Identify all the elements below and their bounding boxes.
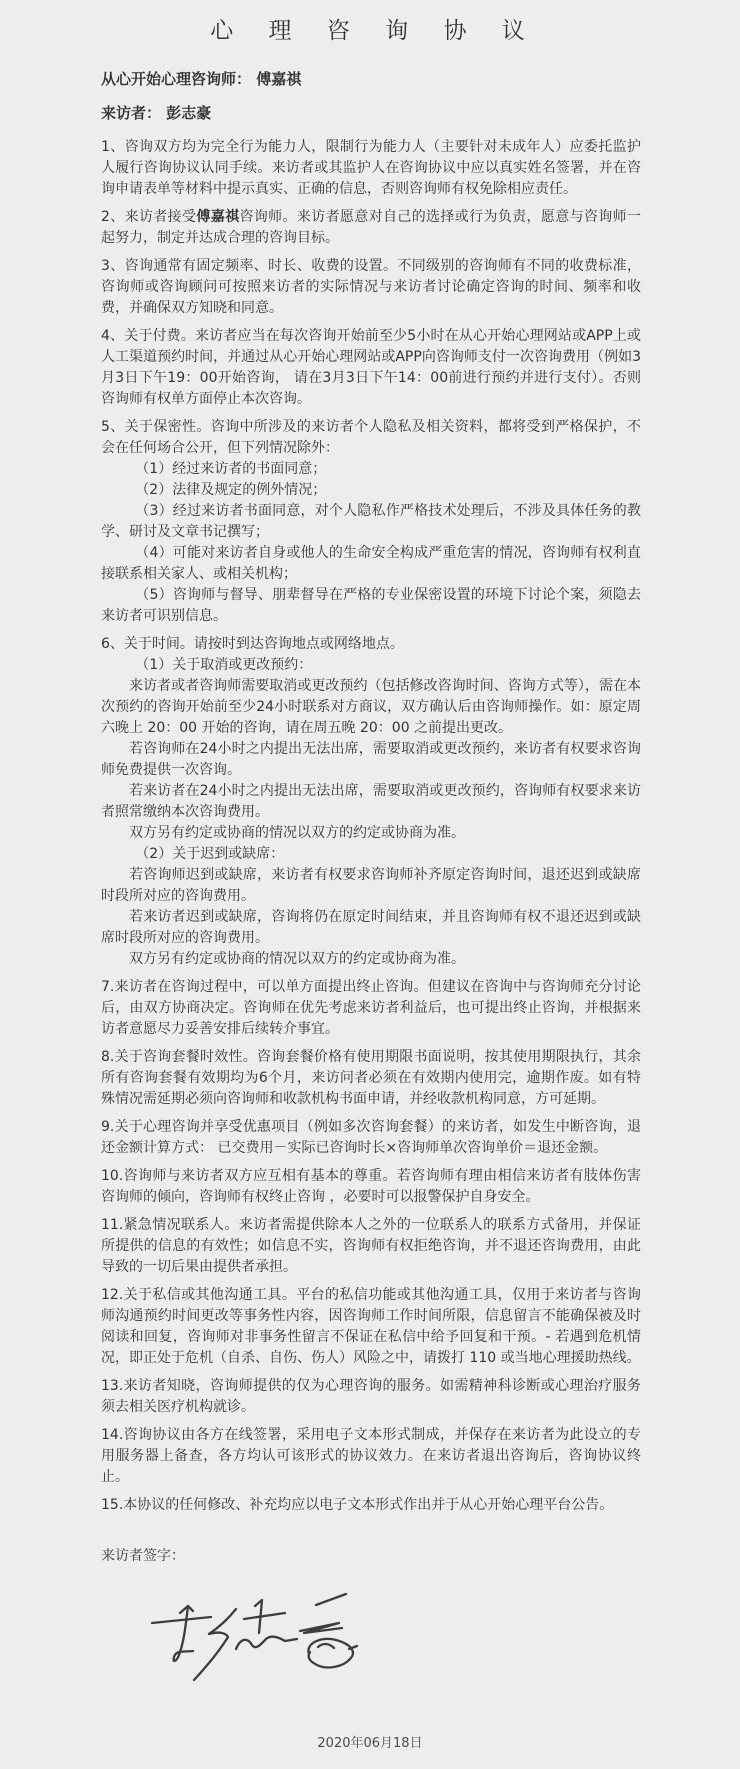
clause-7: 7.来访者在咨询过程中，可以单方面提出终止咨询。但建议在咨询中与咨询师充分讨论后，由双方协商决定。咨询师在优先考虑来访者利益后，也可提出终止咨询，并根据来访者意愿尽力妥善安排后续转介事宜。: [101, 979, 641, 1037]
clause-10: 10.咨询师与来访者双方应互相有基本的尊重。若咨询师有理由相信来访者有肢体伤害咨询师的倾向，咨询师有权终止咨询 ，必要时可以报警保护自身安全。: [101, 1168, 641, 1205]
clause-1: 1、咨询双方均为完全行为能力人，限制行为能力人（主要针对未成年人）应委托监护人履行咨询协议认同手续。来访者或其监护人在咨询协议中应以真实姓名签署，并在咨询申请表单等材料中提示真实、正确的信息，否则咨询师有权免除相应责任。: [101, 139, 641, 197]
clause-5-item-5: （5）咨询师与督导、朋辈督导在严格的专业保密设置的环境下讨论个案，须隐去来访者可识别信息。: [101, 587, 641, 624]
clause-3: 3、咨询通常有固定频率、时长、收费的设置。不同级别的咨询师有不同的收费标准，咨询师或咨询顾问可按照来访者的实际情况与来访者讨论确定咨询的时间、频率和收费，并确保双方知晓和同意。: [101, 258, 641, 316]
counselor-label: 从心开始心理咨询师：: [101, 70, 252, 88]
document-date: 2020年06月18日: [317, 1736, 423, 1751]
clause-5-item-1: （1）经过来访者的书面同意；: [135, 461, 327, 477]
client-signature: [148, 1591, 641, 1685]
clause-6-item-1-rule-2: 若咨询师在24小时之内提出无法出席，需要取消或更改预约，来访者有权要求咨询师免费提供一次咨询。: [101, 741, 641, 778]
clause-6-item-1-rule-4: 双方另有约定或协商的情况以双方的约定或协商为准。: [129, 825, 465, 841]
clause-5: [101, 417, 641, 627]
signature-label: 来访者签字：: [101, 1548, 185, 1564]
clause-4: 4、关于付费。来访者应当在每次咨询开始前至少5小时在从心开始心理网站或APP上或人工渠道预约时间，并通过从心开始心理网站或APP向咨询师支付一次咨询费用（例如3月3日下午19：00开始咨询， 请在3月3日下午14：00前进行预约并进行支付）。否则咨询师有权单方面停止本次咨询。: [101, 328, 641, 407]
clause-6-item-2-rule-2: 若来访者迟到或缺席，咨询将仍在原定时间结束，并且咨询师有权不退还迟到或缺席时段所对应的咨询费用。: [101, 909, 641, 946]
clause-13: 13.来访者知晓，咨询师提供的仅为心理咨询的服务。如需精神科诊断或心理治疗服务须去相关医疗机构就诊。: [101, 1378, 641, 1415]
clause-2-prefix: 2、来访者接受: [101, 209, 197, 225]
clause-5-item-3: （3）经过来访者书面同意，对个人隐私作严格技术处理后，不涉及具体任务的教学、研讨及文章书记撰写；: [101, 503, 641, 540]
clause-6-item-1-rule-3: 若来访者在24小时之内提出无法出席，需要取消或更改预约，咨询师有权要求来访者照常缴纳本次咨询费用。: [101, 783, 641, 820]
client-line: [101, 103, 641, 124]
clause-15: 15.本协议的任何修改、补充均应以电子文本形式作出并于从心开始心理平台公告。: [101, 1497, 614, 1513]
agreement-body: [101, 137, 641, 1516]
clause-8: 8.关于咨询套餐时效性。咨询套餐价格有使用期限书面说明，按其使用期限执行，其余所有咨询套餐有效期均为6个月，来访问者必须在有效期内使用完，逾期作废。如有特殊情况需延期必须向咨询师和收款机构书面申请，并经收款机构同意，方可延期。: [101, 1049, 641, 1107]
clause-2-suffix: 咨询师。来访者愿意对自己的选择或行为负责，愿意与咨询师一起努力，制定并达成合理的咨询目标。: [101, 209, 641, 246]
clause-5-item-4: （4）可能对来访者自身或他人的生命安全构成严重危害的情况，咨询师有权利直接联系相关家人、或相关机构；: [101, 545, 641, 582]
clause-6: [101, 634, 641, 970]
client-name: 彭志豪: [166, 104, 212, 122]
clause-2: [101, 207, 641, 249]
counselor-line: [101, 69, 641, 90]
clause-12: 12.关于私信或其他沟通工具。平台的私信功能或其他沟通工具，仅用于来访者与咨询师沟通预约时间更改等事务性内容，因咨询师工作时间所限，信息留言不能确保被及时阅读和回复，咨询师对非事务性留言不保证在私信中给予回复和干预。- 若遇到危机情况，即正处于危机（自杀、自伤、伤人）风险之中，请拨打 110 或当地心理援助热线。: [101, 1287, 641, 1366]
page-title: 心 理 咨 询 协 议: [210, 18, 539, 44]
clause-6-item-1-rule-1: 来访者或者咨询师需要取消或更改预约（包括修改咨询时间、咨询方式等），需在本次预约的咨询开始前至少24小时联系对方商议，双方确认后由咨询师操作。如：原定周六晚上 20：00 开始的咨询，请在周五晚 20：00 之前提出更改。: [101, 678, 641, 736]
signature-ink-svg: [148, 1591, 360, 1685]
clause-14: 14.咨询协议由各方在线签署，采用电子文本形式制成，并保存在来访者为此设立的专用服务器上备查，各方均认可该形式的协议效力。在来访者退出咨询后，咨询协议终止。: [101, 1427, 641, 1485]
counselor-name: 傅嘉祺: [256, 70, 302, 88]
clause-2-counselor-name: 傅嘉祺: [196, 209, 240, 225]
clause-6-item-2-rule-3: 双方另有约定或协商的情况以双方的约定或协商为准。: [129, 951, 465, 967]
clause-6-item-1: （1）关于取消或更改预约：: [135, 657, 313, 673]
clause-6-item-2: （2）关于迟到或缺席：: [135, 846, 285, 862]
clause-9: 9.关于心理咨询并享受优惠项目（例如多次咨询套餐）的来访者，如发生中断咨询，退还金额计算方式： 已交费用－实际已咨询时长×咨询师单次咨询单价＝退还金额。: [101, 1119, 641, 1156]
clause-6-intro: 6、关于时间。请按时到达咨询地点或网络地点。: [101, 636, 404, 652]
clause-5-intro: 5、关于保密性。咨询中所涉及的来访者个人隐私及相关资料，都将受到严格保护，不会在任何场合公开，但下列情况除外：: [101, 419, 641, 456]
clause-5-item-2: （2）法律及规定的例外情况；: [135, 482, 327, 498]
clause-6-item-2-rule-1: 若咨询师迟到或缺席，来访者有权要求咨询师补齐原定咨询时间，退还迟到或缺席时段所对应的咨询费用。: [101, 867, 641, 904]
client-label: 来访者：: [101, 104, 162, 122]
clause-11: 11.紧急情况联系人。来访者需提供除本人之外的一位联系人的联系方式备用，并保证所提供的信息的有效性；如信息不实，咨询师有权拒绝咨询，并不退还咨询费用，由此导致的一切后果由提供者承担。: [101, 1217, 641, 1275]
